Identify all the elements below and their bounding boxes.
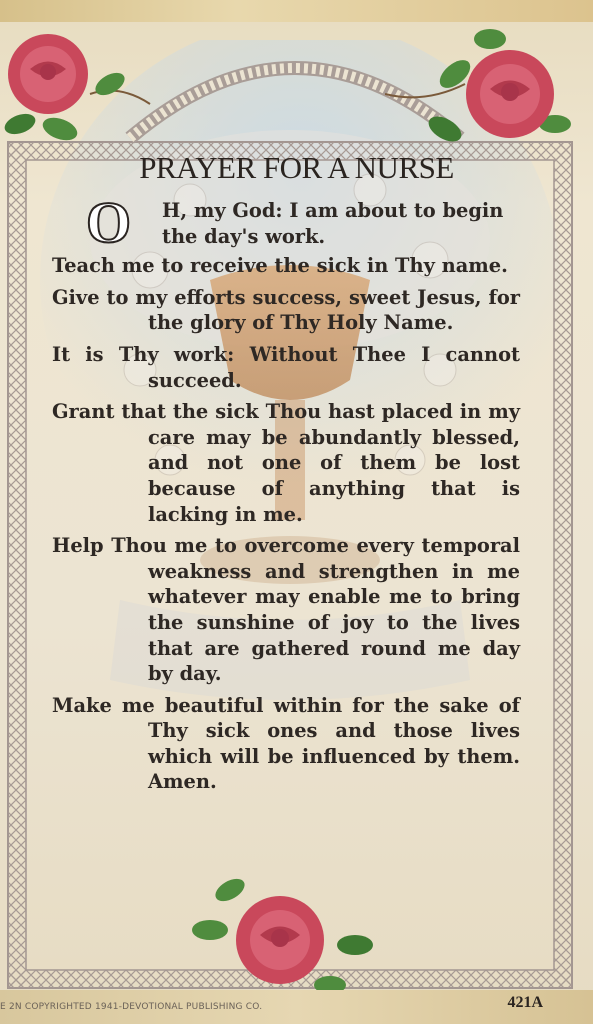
prayer-paragraph: Help Thou me to overcome every temporal weakness and strengthen in me whatever may enable me to bring the sunshine of joy to the lives that are gathered round me day by day.	[52, 534, 520, 686]
prayer-opening	[50, 190, 520, 255]
card-number: 421A	[507, 994, 543, 1011]
copyright-notice: E 2N COPYRIGHTED 1941-DEVOTIONAL PUBLISHING CO.	[0, 1002, 263, 1012]
prayer-paragraph: Teach me to receive the sick in Thy name.	[52, 254, 508, 278]
prayer-paragraph: Make me beautiful within for the sake of Thy sick ones and those lives which will be influenced by them. Amen.	[52, 693, 520, 794]
prayer-paragraph: Give to my efforts success, sweet Jesus, for the glory of Thy Holy Name.	[52, 285, 520, 335]
prayer-title: PRAYER FOR A NURSE	[139, 150, 454, 185]
rose-top-left-icon	[0, 14, 160, 154]
prayer-paragraph: It is Thy work: Without Thee I cannot succeed.	[52, 342, 520, 392]
rose-bottom-icon	[180, 870, 380, 1010]
drop-cap: O	[86, 190, 132, 255]
prayer-text	[50, 190, 520, 801]
opening-line: H, my God: I am about to begin the day's work.	[162, 199, 504, 248]
prayer-paragraph: Grant that the sick Thou hast placed in my care may be abundantly blessed, and not one of them be lost because of anything that is lacking in me.	[52, 400, 520, 526]
rose-top-right-icon	[385, 14, 585, 164]
